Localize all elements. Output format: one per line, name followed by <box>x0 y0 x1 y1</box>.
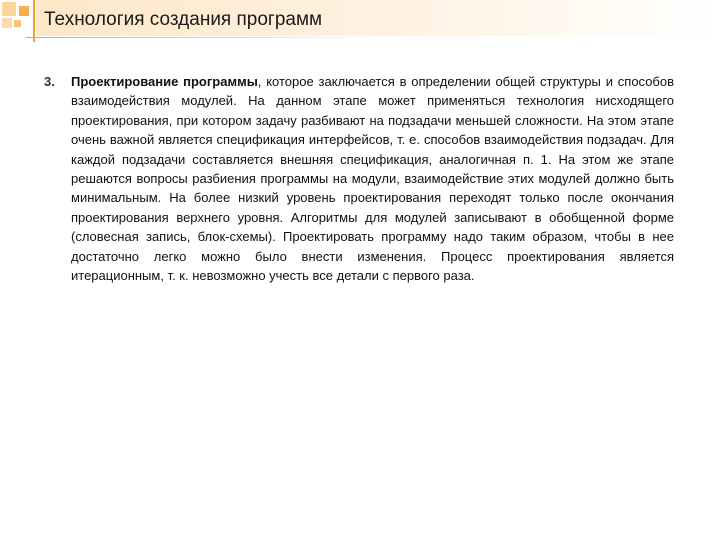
item-body: , которое заключается в определении общей структуры и способов взаимодействия модулей. На данном этапе может применяться технология нисходящего проектирования, при котором задачу разбивают на подзадачи меньшей сложности. На этом этапе очень важной является спецификация интерфейсов, т. е. способов взаимодействия подзадач. Для каждой подзадачи составляется внешняя спецификация, аналогичная п. 1. На этом же этапе решаются вопросы разбиения программы на модули, взаимодействие этих модулей должно быть минимальным. На более низкий уровень проектирования переходят только после окончания проектирования верхнего уровня. Алгоритмы для модулей записывают в обобщенной форме (словесная запись, блок-схемы). Проектировать программу надо таким образом, чтобы в нее достаточно легко можно было внести изменения. Процесс проектирования является итерационным, т. к. невозможно учесть все детали с первого раза. <box>71 74 675 284</box>
item-number: 3. <box>44 74 55 89</box>
decorative-square <box>2 2 16 16</box>
list-item <box>44 72 674 285</box>
title-underline <box>26 37 386 38</box>
decorative-square <box>2 18 12 28</box>
item-heading: Проектирование программы <box>71 74 258 89</box>
decorative-square <box>19 6 29 16</box>
slide-title: Технология создания программ <box>44 9 323 30</box>
decorative-square <box>14 20 21 27</box>
item-text <box>71 72 674 285</box>
title-vertical-rule <box>33 0 35 42</box>
